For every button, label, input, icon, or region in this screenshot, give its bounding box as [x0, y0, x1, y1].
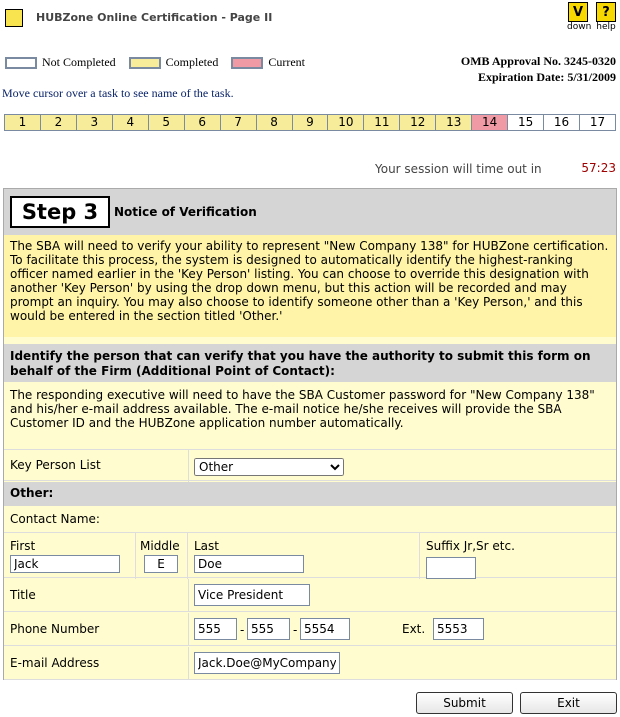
step-15[interactable]: 15 — [508, 115, 544, 130]
page-header — [0, 0, 620, 36]
current-swatch — [231, 57, 263, 69]
title-input[interactable] — [194, 584, 310, 606]
step-4[interactable]: 4 — [113, 115, 149, 130]
step-14[interactable]: 14 — [472, 115, 508, 130]
phone-row — [4, 613, 616, 646]
status-legend — [5, 55, 315, 73]
step-17[interactable]: 17 — [580, 115, 615, 130]
step-16[interactable]: 16 — [544, 115, 580, 130]
phone-label: Phone Number — [10, 622, 100, 636]
legend-label: Not Completed — [42, 55, 116, 69]
page-title: HUBZone Online Certification - Page II — [36, 11, 273, 24]
down-arrow-icon: V — [568, 2, 588, 22]
title-label: Title — [10, 588, 36, 602]
other-heading: Other: — [4, 482, 616, 506]
contact-name-label: Contact Name: — [10, 512, 100, 526]
responding-note: The responding executive will need to have the SBA Customer password for "New Company 138" and his/her e-mail address available. The e-mail notice he/she receives will provide the SBA Customer ID and the HUBZone application number automatically. — [4, 386, 616, 442]
title-row — [4, 579, 616, 612]
help-label: help — [596, 22, 616, 32]
step-12[interactable]: 12 — [400, 115, 436, 130]
down-label: down — [567, 22, 592, 32]
down-button[interactable] — [567, 2, 592, 32]
step-7[interactable]: 7 — [221, 115, 257, 130]
step-badge: Step 3 — [10, 196, 110, 228]
session-timer: 57:23 — [581, 161, 616, 175]
completed-swatch — [129, 57, 161, 69]
step-2[interactable]: 2 — [41, 115, 77, 130]
legend-current — [231, 55, 305, 70]
step-11[interactable]: 11 — [364, 115, 400, 130]
key-person-select[interactable] — [194, 458, 344, 476]
step-title: Notice of Verification — [114, 205, 257, 219]
phone-dash: - — [240, 623, 245, 637]
omb-approval: OMB Approval No. 3245-0320 — [460, 54, 616, 68]
verification-form — [3, 188, 617, 680]
submit-button[interactable]: Submit — [416, 692, 513, 714]
session-label: Your session will time out in — [375, 162, 542, 176]
suffix-cell — [420, 533, 616, 579]
suffix-label: Suffix Jr,Sr etc. — [426, 539, 515, 553]
phone-area-input[interactable] — [194, 618, 237, 640]
phone-dash: - — [293, 623, 298, 637]
email-row — [4, 647, 616, 680]
step-header — [4, 189, 616, 235]
intro-text: The SBA will need to verify your ability to represent "New Company 138" for HUBZone certification. To facilitate this process, the system is designed to automatically identify the highest-ranking officer named earlier in the 'Key Person' listing. You can choose to override this designation with another 'Key Person' by using the drop down menu, but this action will be recorded and may prompt an inquiry. You may also choose to identify someone other than a 'Key Person,' and this would be entered in the section titled 'Other.' — [4, 235, 616, 337]
legend-not-completed — [5, 55, 116, 70]
identify-heading: Identify the person that can verify that you have the authority to submit this form on behalf of the Firm (Additional Point of Contact): — [4, 344, 616, 382]
exit-button[interactable]: Exit — [520, 692, 617, 714]
ext-label: Ext. — [402, 622, 426, 636]
task-hint: Move cursor over a task to see name of the task. — [2, 86, 234, 100]
step-10[interactable]: 10 — [328, 115, 364, 130]
app-logo-icon — [5, 9, 23, 27]
first-name-input[interactable] — [10, 555, 120, 573]
step-3[interactable]: 3 — [77, 115, 113, 130]
omb-expiration: Expiration Date: 5/31/2009 — [478, 70, 616, 84]
first-name-cell — [4, 533, 136, 579]
help-button[interactable] — [595, 2, 617, 32]
email-input[interactable] — [194, 652, 340, 674]
suffix-input[interactable] — [426, 557, 476, 579]
step-13[interactable]: 13 — [436, 115, 472, 130]
legend-completed — [129, 55, 219, 70]
phone-prefix-input[interactable] — [247, 618, 290, 640]
ext-input[interactable] — [433, 618, 484, 640]
middle-name-cell — [136, 533, 188, 579]
help-icon: ? — [596, 2, 616, 22]
last-name-input[interactable] — [194, 555, 304, 573]
last-name-cell — [188, 533, 420, 579]
key-person-row — [4, 449, 616, 481]
phone-line-input[interactable] — [300, 618, 350, 640]
step-8[interactable]: 8 — [257, 115, 293, 130]
key-person-label: Key Person List — [10, 458, 101, 472]
email-label: E-mail Address — [10, 656, 100, 670]
middle-name-label: Middle — [140, 539, 180, 553]
first-name-label: First — [10, 539, 36, 553]
last-name-label: Last — [194, 539, 219, 553]
omb-info — [461, 53, 616, 85]
legend-label: Completed — [165, 55, 219, 69]
name-fields-row — [4, 532, 616, 578]
legend-label: Current — [268, 55, 305, 69]
step-6[interactable]: 6 — [185, 115, 221, 130]
step-1[interactable]: 1 — [5, 115, 41, 130]
step-5[interactable]: 5 — [149, 115, 185, 130]
not-completed-swatch — [5, 57, 37, 69]
middle-name-input[interactable] — [144, 555, 178, 573]
step-9[interactable]: 9 — [293, 115, 329, 130]
step-progress-bar — [4, 114, 616, 131]
